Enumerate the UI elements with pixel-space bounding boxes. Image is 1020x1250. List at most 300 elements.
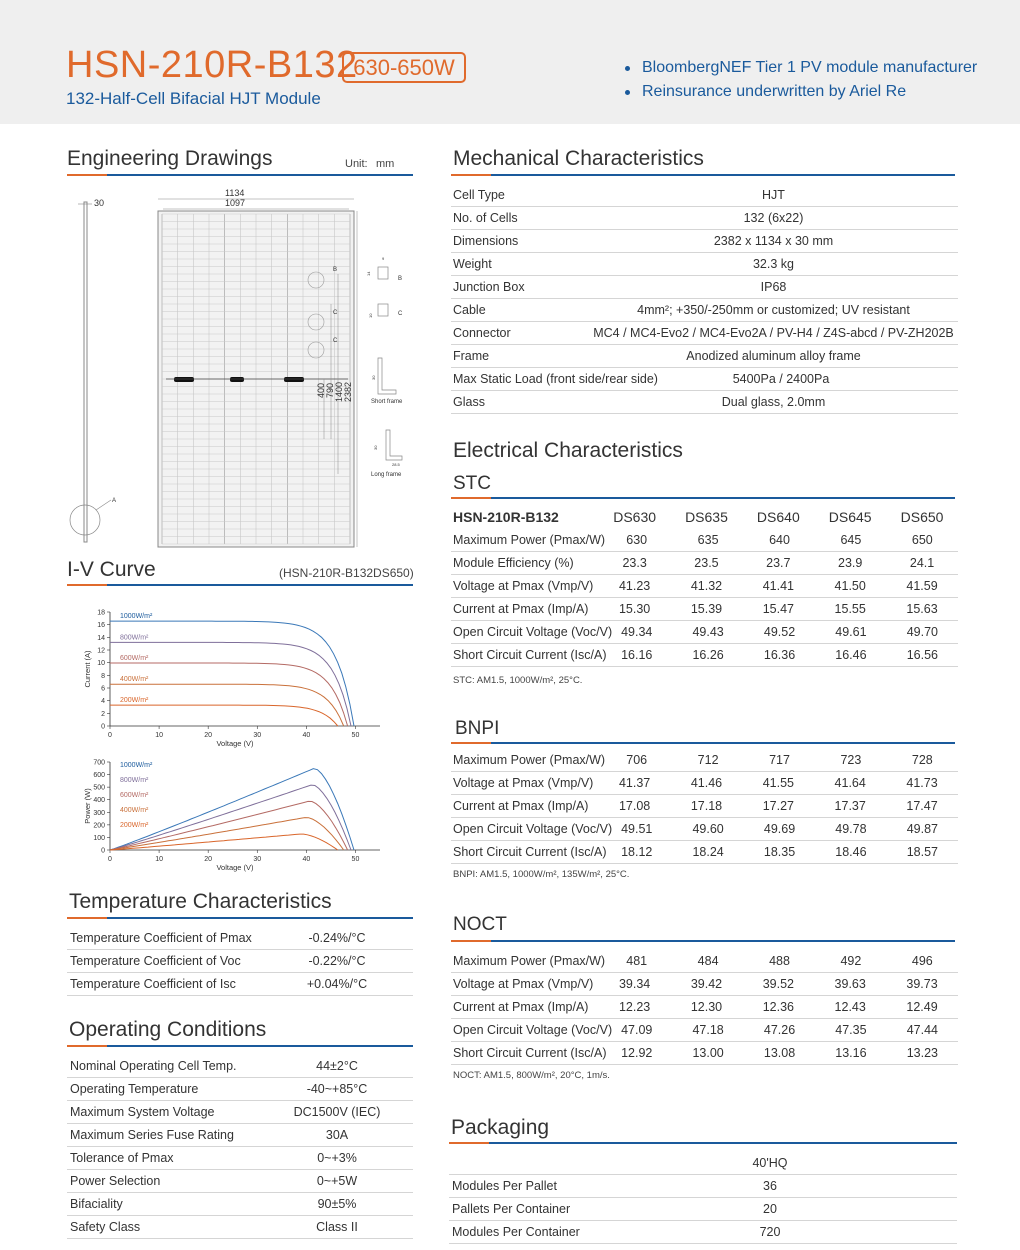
table-row (451, 973, 958, 996)
x-tick-label: 40 (302, 732, 311, 739)
cell-value: 488 (769, 954, 790, 968)
cell-value: 41.55 (762, 776, 794, 790)
row-value: HJT (762, 188, 785, 202)
row-label: Connector (453, 326, 511, 340)
y-tick-label: 100 (93, 834, 105, 842)
cell-value: 640 (769, 533, 790, 547)
y-tick-label: 0 (101, 723, 105, 731)
y-axis-label: Current (A) (83, 650, 92, 688)
section-rule (451, 174, 955, 176)
row-label: Voltage at Pmax (Vmp/V) (453, 579, 594, 593)
row-value: 720 (759, 1225, 781, 1239)
cell-value: 23.9 (838, 556, 863, 570)
row-value: 5400Pa / 2400Pa (732, 372, 830, 386)
row-label: Operating Temperature (70, 1082, 199, 1096)
table-row (451, 1042, 958, 1065)
y-tick-label: 2 (101, 710, 105, 718)
row-label: Weight (453, 257, 492, 271)
y-tick-label: 700 (93, 759, 105, 767)
row-label: Open Circuit Voltage (Voc/V) (453, 822, 613, 836)
model-name: HSN-210R-B132 (66, 44, 358, 86)
x-tick-label: 20 (204, 732, 213, 739)
legend-label: 800W/m² (120, 634, 149, 642)
cell-value: 12.92 (621, 1046, 653, 1060)
detail-b-label: B (398, 276, 403, 282)
row-label: Tolerance of Pmax (70, 1151, 174, 1165)
cell-value: 17.47 (906, 799, 938, 813)
legend-label: 400W/m² (120, 676, 149, 684)
engineering-title: Engineering Drawings (67, 147, 273, 170)
row-value: -0.22%/°C (308, 954, 366, 968)
row-label: Junction Box (453, 280, 525, 294)
cell-value: 12.36 (762, 1000, 794, 1014)
cell-value: 13.16 (835, 1046, 867, 1060)
unit-value: mm (376, 158, 395, 170)
table-row (67, 1216, 413, 1239)
long-frame-dim: 30 (373, 445, 378, 450)
row-label: Current at Pmax (Imp/A) (453, 602, 589, 616)
row-value: 30A (325, 1128, 349, 1142)
cell-value: 39.63 (834, 977, 866, 991)
operating-title: Operating Conditions (69, 1018, 267, 1041)
iv-model-ref: (HSN-210R-B132DS650) (279, 566, 414, 580)
cell-value: 496 (911, 954, 933, 968)
row-label: Open Circuit Voltage (Voc/V) (453, 1023, 613, 1037)
row-value: 90±5% (317, 1197, 357, 1211)
table-row (67, 927, 413, 950)
x-tick-label: 50 (351, 856, 360, 863)
short-frame-label: Short frame (371, 399, 403, 405)
row-value: DC1500V (IEC) (293, 1105, 381, 1119)
row-label: Maximum System Voltage (70, 1105, 215, 1119)
junction-box (174, 377, 194, 382)
x-tick-label: 0 (108, 732, 112, 739)
temperature-table (67, 927, 413, 996)
section-rule (67, 584, 413, 586)
column-header: DS640 (756, 508, 800, 525)
row-label: Current at Pmax (Imp/A) (453, 799, 589, 813)
cell-value: 481 (626, 954, 648, 968)
detail-b-dim: 9 (382, 256, 385, 261)
y-tick-label: 200 (93, 822, 105, 830)
cell-value: 47.26 (763, 1023, 796, 1037)
cell-value: 13.08 (763, 1046, 796, 1060)
mechanical-table (451, 184, 958, 414)
cell-value: 41.50 (834, 579, 866, 593)
temperature-title: Temperature Characteristics (69, 890, 332, 913)
table-row (451, 996, 958, 1019)
cell-value: 16.36 (763, 648, 796, 662)
iv-chart (80, 606, 400, 748)
row-label: Open Circuit Voltage (Voc/V) (453, 625, 613, 639)
table-row (67, 1055, 413, 1078)
cell-value: 49.61 (835, 625, 867, 639)
width-inner-dim: 1097 (225, 198, 246, 208)
legend-label: 600W/m² (120, 654, 149, 662)
cell-value: 17.18 (690, 799, 723, 813)
detail-a-circle (70, 505, 100, 535)
section-rule (451, 940, 955, 942)
row-label: Modules Per Container (452, 1225, 580, 1239)
table-row (451, 368, 958, 391)
table-row (449, 1175, 957, 1198)
table-row (451, 950, 958, 973)
bullet-icon (625, 90, 630, 95)
cell-value: 49.70 (906, 625, 938, 639)
table-row (67, 1101, 413, 1124)
header-banner (0, 0, 1020, 124)
cell-value: 15.63 (906, 602, 938, 616)
row-label: Maximum Series Fuse Rating (70, 1128, 234, 1142)
cell-value: 17.37 (834, 799, 866, 813)
cell-value: 13.00 (692, 1046, 724, 1060)
cell-value: 712 (697, 753, 719, 767)
row-value: 2382 x 1134 x 30 mm (713, 234, 834, 248)
table-row (451, 621, 958, 644)
detail-c-dim: 10 (368, 313, 373, 318)
row-label: Temperature Coefficient of Pmax (70, 931, 252, 945)
legend-label: 800W/m² (120, 777, 149, 784)
y-tick-label: 16 (97, 622, 105, 630)
row-label: Voltage at Pmax (Vmp/V) (453, 977, 594, 991)
stc-body (451, 529, 958, 667)
section-rule (67, 174, 413, 176)
row-value: +0.04%/°C (306, 977, 368, 991)
y-tick-label: 0 (101, 847, 105, 855)
cell-value: 41.37 (618, 776, 651, 790)
row-label: Maximum Power (Pmax/W) (453, 954, 606, 968)
cell-value: 15.55 (834, 602, 866, 616)
row-value: 132 (6x22) (743, 211, 804, 225)
table-row (451, 207, 958, 230)
table-row (451, 230, 958, 253)
row-value: Anodized aluminum alloy frame (686, 349, 861, 363)
long-frame-label: Long frame (371, 472, 402, 478)
cell-value: 17.08 (618, 799, 651, 813)
row-value: Class II (316, 1220, 358, 1234)
row-label: Bifaciality (70, 1197, 123, 1211)
operating-table (67, 1055, 413, 1239)
cell-value: 49.52 (763, 625, 796, 639)
cell-value: 12.23 (618, 1000, 651, 1014)
detail-b-label: B (333, 267, 338, 273)
section-rule (451, 497, 955, 499)
y-tick-label: 6 (101, 685, 105, 693)
noct-label: NOCT (453, 914, 507, 935)
junction-box (230, 377, 244, 382)
y-tick-label: 400 (93, 797, 105, 805)
table-row (67, 1078, 413, 1101)
row-label: Power Selection (70, 1174, 161, 1188)
section-rule (67, 917, 413, 919)
table-row (451, 749, 958, 772)
cell-value: 41.41 (762, 579, 794, 593)
x-tick-label: 40 (302, 856, 311, 863)
cell-value: 16.56 (906, 648, 938, 662)
row-label: Temperature Coefficient of Voc (70, 954, 241, 968)
table-row (451, 391, 958, 414)
cell-value: 717 (769, 753, 790, 767)
bnpi-note: BNPI: AM1.5, 1000W/m², 135W/m², 25°C. (453, 869, 630, 880)
x-tick-label: 50 (351, 732, 360, 739)
row-label: Short Circuit Current (Isc/A) (453, 1046, 607, 1060)
cell-value: 41.73 (906, 776, 938, 790)
table-row (451, 299, 958, 322)
table-header-row (451, 504, 958, 529)
row-value: 0~+5W (316, 1174, 358, 1188)
row-label: Temperature Coefficient of Isc (70, 977, 236, 991)
series-line (110, 705, 338, 726)
table-row (451, 552, 958, 575)
cell-value: 15.47 (762, 602, 794, 616)
cell-value: 492 (840, 954, 862, 968)
row-value: 32.3 kg (752, 257, 794, 271)
y-tick-label: 12 (97, 647, 105, 655)
cell-value: 16.16 (621, 648, 653, 662)
legend-label: 200W/m² (120, 697, 149, 705)
y-tick-label: 600 (93, 772, 105, 780)
legend-label: 400W/m² (120, 807, 149, 814)
row-value: IP68 (760, 280, 787, 294)
table-row (67, 1147, 413, 1170)
x-tick-label: 30 (253, 856, 262, 863)
x-tick-label: 0 (108, 856, 112, 863)
table-row (451, 575, 958, 598)
row-value: 36 (763, 1179, 777, 1193)
y-axis-label: Power (W) (83, 788, 92, 824)
cell-value: 18.24 (692, 845, 724, 859)
x-tick-label: 10 (155, 856, 163, 863)
table-row (451, 529, 958, 552)
highlight-item (625, 56, 977, 80)
cell-value: 12.30 (690, 1000, 723, 1014)
table-row (451, 184, 958, 207)
cell-value: 47.09 (621, 1023, 653, 1037)
cell-value: 49.69 (763, 822, 796, 836)
cell-value: 41.59 (906, 579, 938, 593)
row-value: 20 (763, 1202, 777, 1216)
row-label: Cell Type (453, 188, 505, 202)
bullet-icon (625, 66, 630, 71)
cell-value: 17.27 (762, 799, 794, 813)
cell-value: 12.49 (906, 1000, 938, 1014)
table-row (67, 950, 413, 973)
cell-value: 49.43 (692, 625, 724, 639)
cell-value: 15.39 (690, 602, 723, 616)
column-header: DS645 (828, 508, 872, 525)
highlight-item (625, 80, 977, 104)
bnpi-body (451, 749, 958, 864)
product-subtitle: 132-Half-Cell Bifacial HJT Module (66, 89, 321, 108)
row-value: MC4 / MC4-Evo2 / MC4-Evo2A / PV-H4 / Z4S-abcd / PV-ZH202B (593, 326, 954, 340)
junction-box (284, 377, 304, 382)
cell-value: 49.51 (621, 822, 653, 836)
short-frame-profile (378, 358, 396, 394)
series-line (110, 663, 348, 726)
cell-value: 15.30 (618, 602, 651, 616)
unit-label: Unit: (345, 158, 368, 170)
row-label: No. of Cells (453, 211, 518, 225)
detail-b-dim: 14 (366, 271, 371, 276)
model-header: HSN-210R-B132 (453, 508, 559, 525)
detail-b-view (378, 267, 388, 279)
thickness-dim: 30 (94, 198, 105, 208)
table-row (67, 1193, 413, 1216)
row-label: Current at Pmax (Imp/A) (453, 1000, 589, 1014)
table-row (451, 598, 958, 621)
cell-value: 723 (840, 753, 862, 767)
cell-value: 13.23 (906, 1046, 938, 1060)
cell-value: 47.44 (906, 1023, 938, 1037)
y-tick-label: 500 (93, 784, 105, 792)
long-frame-dim: 28.5 (392, 462, 400, 467)
section-rule (449, 1142, 957, 1144)
cell-value: 39.34 (618, 977, 651, 991)
table-row (451, 818, 958, 841)
cell-value: 49.87 (906, 822, 938, 836)
table-row (451, 276, 958, 299)
x-axis-label: Voltage (V) (216, 739, 254, 748)
cell-value: 484 (697, 954, 719, 968)
row-label: Module Efficiency (%) (453, 556, 574, 570)
table-row (451, 1019, 958, 1042)
cell-value: 630 (626, 533, 648, 547)
row-value: 0~+3% (317, 1151, 357, 1165)
watt-range-badge: 630-650W (342, 52, 466, 83)
cell-value: 39.42 (690, 977, 723, 991)
cell-value: 41.46 (690, 776, 723, 790)
cell-value: 650 (911, 533, 933, 547)
table-row (449, 1221, 957, 1244)
cell-value: 23.3 (622, 556, 647, 570)
row-label: Dimensions (453, 234, 519, 248)
width-outer-dim: 1134 (225, 188, 245, 198)
cell-value: 645 (840, 533, 862, 547)
electrical-title: Electrical Characteristics (453, 439, 683, 462)
bnpi-label: BNPI (455, 718, 500, 739)
stc-note: STC: AM1.5, 1000W/m², 25°C. (453, 675, 583, 686)
cell-value: 16.46 (835, 648, 867, 662)
row-label: Maximum Power (Pmax/W) (453, 533, 606, 547)
row-label: Maximum Power (Pmax/W) (453, 753, 606, 767)
row-value: 4mm²; +350/-250mm or customized; UV resistant (637, 303, 910, 317)
cell-value: 47.35 (835, 1023, 867, 1037)
cell-value: 23.5 (694, 556, 719, 570)
bnpi-table (451, 749, 958, 864)
cell-value: 18.57 (906, 845, 938, 859)
column-header: DS650 (900, 508, 944, 525)
cell-value: 18.46 (835, 845, 867, 859)
packaging-table (449, 1152, 957, 1244)
row-label: Voltage at Pmax (Vmp/V) (453, 776, 594, 790)
table-row (451, 253, 958, 276)
height-dim-400: 400 (316, 382, 326, 398)
x-tick-label: 30 (253, 732, 262, 739)
y-tick-label: 14 (97, 634, 105, 642)
highlight-text: BloombergNEF Tier 1 PV module manufacturer (642, 59, 978, 76)
cell-value: 18.35 (763, 845, 796, 859)
iv-curve-title: I-V Curve (67, 558, 156, 581)
cell-value: 49.78 (835, 822, 867, 836)
table-row (451, 322, 958, 345)
long-frame-profile (386, 430, 402, 460)
packaging-title: Packaging (451, 1116, 550, 1139)
noct-table (451, 950, 958, 1065)
detail-c-label: C (333, 338, 338, 344)
highlight-text: Reinsurance underwritten by Ariel Re (642, 83, 907, 100)
stc-table (451, 504, 958, 667)
row-label: Frame (453, 349, 490, 363)
section-rule (451, 742, 955, 744)
table-row (67, 973, 413, 996)
cell-value: 18.12 (621, 845, 653, 859)
detail-a-label: A (112, 498, 117, 504)
cell-value: 41.32 (690, 579, 723, 593)
row-label: Short Circuit Current (Isc/A) (453, 648, 607, 662)
table-row (451, 841, 958, 864)
table-row (67, 1170, 413, 1193)
table-row (451, 345, 958, 368)
cell-value: 47.18 (692, 1023, 724, 1037)
cell-value: 635 (697, 533, 719, 547)
column-header: 40'HQ (752, 1156, 788, 1170)
height-dim-2382: 2382 (343, 381, 353, 402)
noct-note: NOCT: AM1.5, 800W/m², 20°C, 1m/s. (453, 1070, 610, 1081)
highlights-list (625, 56, 977, 104)
x-tick-label: 10 (155, 732, 163, 739)
cell-value: 24.1 (909, 556, 935, 570)
table-row (451, 795, 958, 818)
short-frame-dim: 30 (371, 375, 376, 380)
y-tick-label: 8 (101, 672, 105, 680)
height-dim-790: 790 (325, 382, 335, 398)
cell-value: 39.52 (762, 977, 794, 991)
row-label: Glass (453, 395, 485, 409)
column-header: DS630 (613, 508, 657, 525)
x-tick-label: 20 (204, 856, 213, 863)
cell-value: 49.60 (692, 822, 724, 836)
cell-value: 41.23 (618, 579, 651, 593)
stc-label: STC (453, 473, 491, 494)
y-tick-label: 300 (93, 809, 105, 817)
table-row (67, 1124, 413, 1147)
table-row (451, 644, 958, 667)
cell-value: 49.34 (621, 625, 653, 639)
height-dim-1400: 1400 (334, 381, 344, 402)
cell-value: 12.43 (834, 1000, 866, 1014)
cell-value: 16.26 (692, 648, 724, 662)
table-row (449, 1198, 957, 1221)
detail-c-label: C (333, 310, 338, 316)
detail-c-view (378, 304, 388, 316)
engineering-drawing (66, 184, 416, 554)
row-label: Max Static Load (front side/rear side) (453, 372, 658, 386)
row-value: -40~+85°C (306, 1082, 368, 1096)
cell-value: 728 (911, 753, 933, 767)
table-header-row (449, 1152, 957, 1175)
y-tick-label: 4 (101, 698, 105, 706)
x-axis-label: Voltage (V) (216, 863, 254, 872)
cell-value: 23.7 (766, 556, 791, 570)
y-tick-label: 10 (97, 660, 105, 668)
legend-label: 1000W/m² (120, 613, 153, 621)
legend-label: 200W/m² (120, 822, 149, 829)
column-header: DS635 (685, 508, 728, 525)
row-label: Modules Per Pallet (452, 1179, 557, 1193)
row-label: Pallets Per Container (452, 1202, 571, 1216)
row-value: Dual glass, 2.0mm (721, 395, 826, 409)
table-row (451, 772, 958, 795)
